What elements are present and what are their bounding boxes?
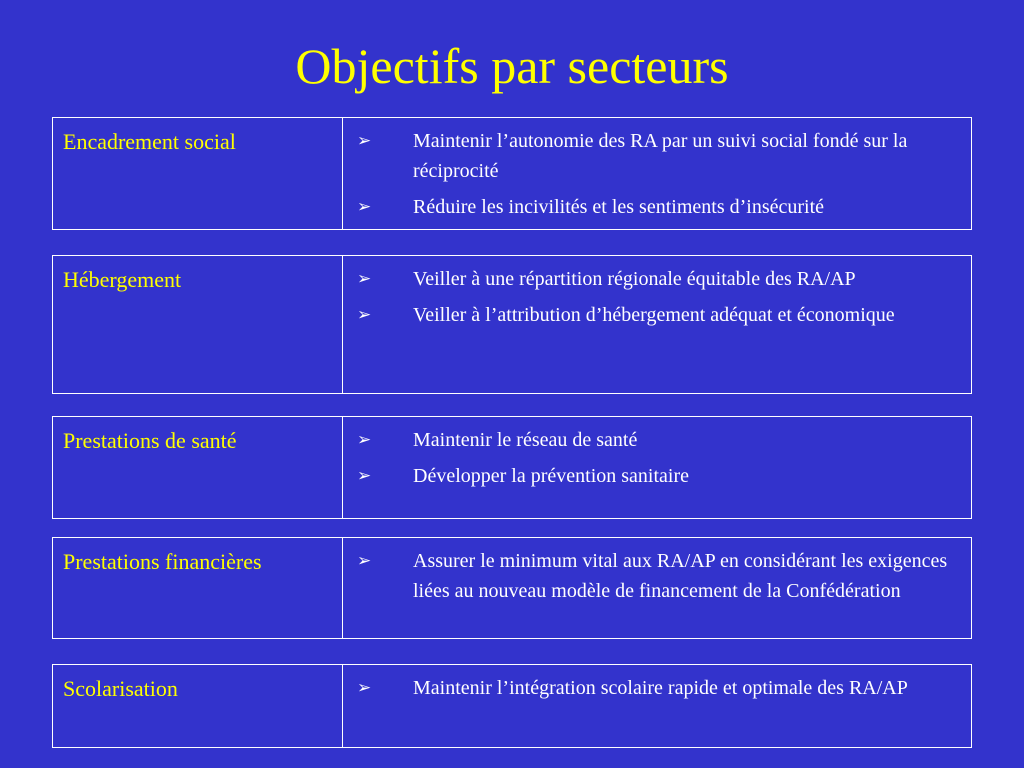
goal-item	[343, 192, 963, 222]
sector-name: Prestations de santé	[53, 417, 343, 518]
sector-table-prestations-sante	[52, 416, 972, 519]
sector-name: Scolarisation	[53, 665, 343, 747]
arrowhead-bullet-icon: ➢	[357, 197, 372, 217]
arrowhead-bullet-icon: ➢	[357, 269, 372, 289]
sector-name: Hébergement	[53, 256, 343, 393]
goal-list	[343, 118, 971, 229]
goal-item	[343, 300, 963, 330]
sector-table-encadrement-social	[52, 117, 972, 230]
sector-table-prestations-financieres	[52, 537, 972, 639]
goal-text: Réduire les incivilités et les sentiments d’insécurité	[413, 196, 825, 218]
goal-item	[343, 546, 963, 606]
sector-table-scolarisation	[52, 664, 972, 748]
arrowhead-bullet-icon: ➢	[357, 430, 372, 450]
goal-list	[343, 538, 971, 638]
goal-text: Assurer le minimum vital aux RA/AP en considérant les exigences liées au nouveau modèle de financement de la Confédération	[413, 550, 948, 602]
sector-name: Encadrement social	[53, 118, 343, 229]
goal-item	[343, 264, 963, 294]
goal-text: Veiller à l’attribution d’hébergement adéquat et économique	[413, 304, 895, 326]
goal-item	[343, 425, 963, 455]
arrowhead-bullet-icon: ➢	[357, 131, 372, 151]
goal-text: Maintenir l’intégration scolaire rapide et optimale des RA/AP	[413, 677, 908, 699]
goal-list	[343, 256, 971, 393]
sector-name: Prestations financières	[53, 538, 343, 638]
arrowhead-bullet-icon: ➢	[357, 305, 372, 325]
goal-text: Maintenir le réseau de santé	[413, 429, 638, 451]
goal-list	[343, 665, 971, 747]
arrowhead-bullet-icon: ➢	[357, 466, 372, 486]
goal-item	[343, 461, 963, 491]
sector-table-hebergement	[52, 255, 972, 394]
goal-item	[343, 673, 963, 703]
goal-text: Développer la prévention sanitaire	[413, 465, 689, 487]
slide-title: Objectifs par secteurs	[295, 38, 729, 94]
goal-text: Maintenir l’autonomie des RA par un suivi social fondé sur la réciprocité	[413, 130, 908, 182]
arrowhead-bullet-icon: ➢	[357, 551, 372, 571]
arrowhead-bullet-icon: ➢	[357, 678, 372, 698]
goal-list	[343, 417, 971, 518]
goal-item	[343, 126, 963, 186]
goal-text: Veiller à une répartition régionale équitable des RA/AP	[413, 268, 856, 290]
